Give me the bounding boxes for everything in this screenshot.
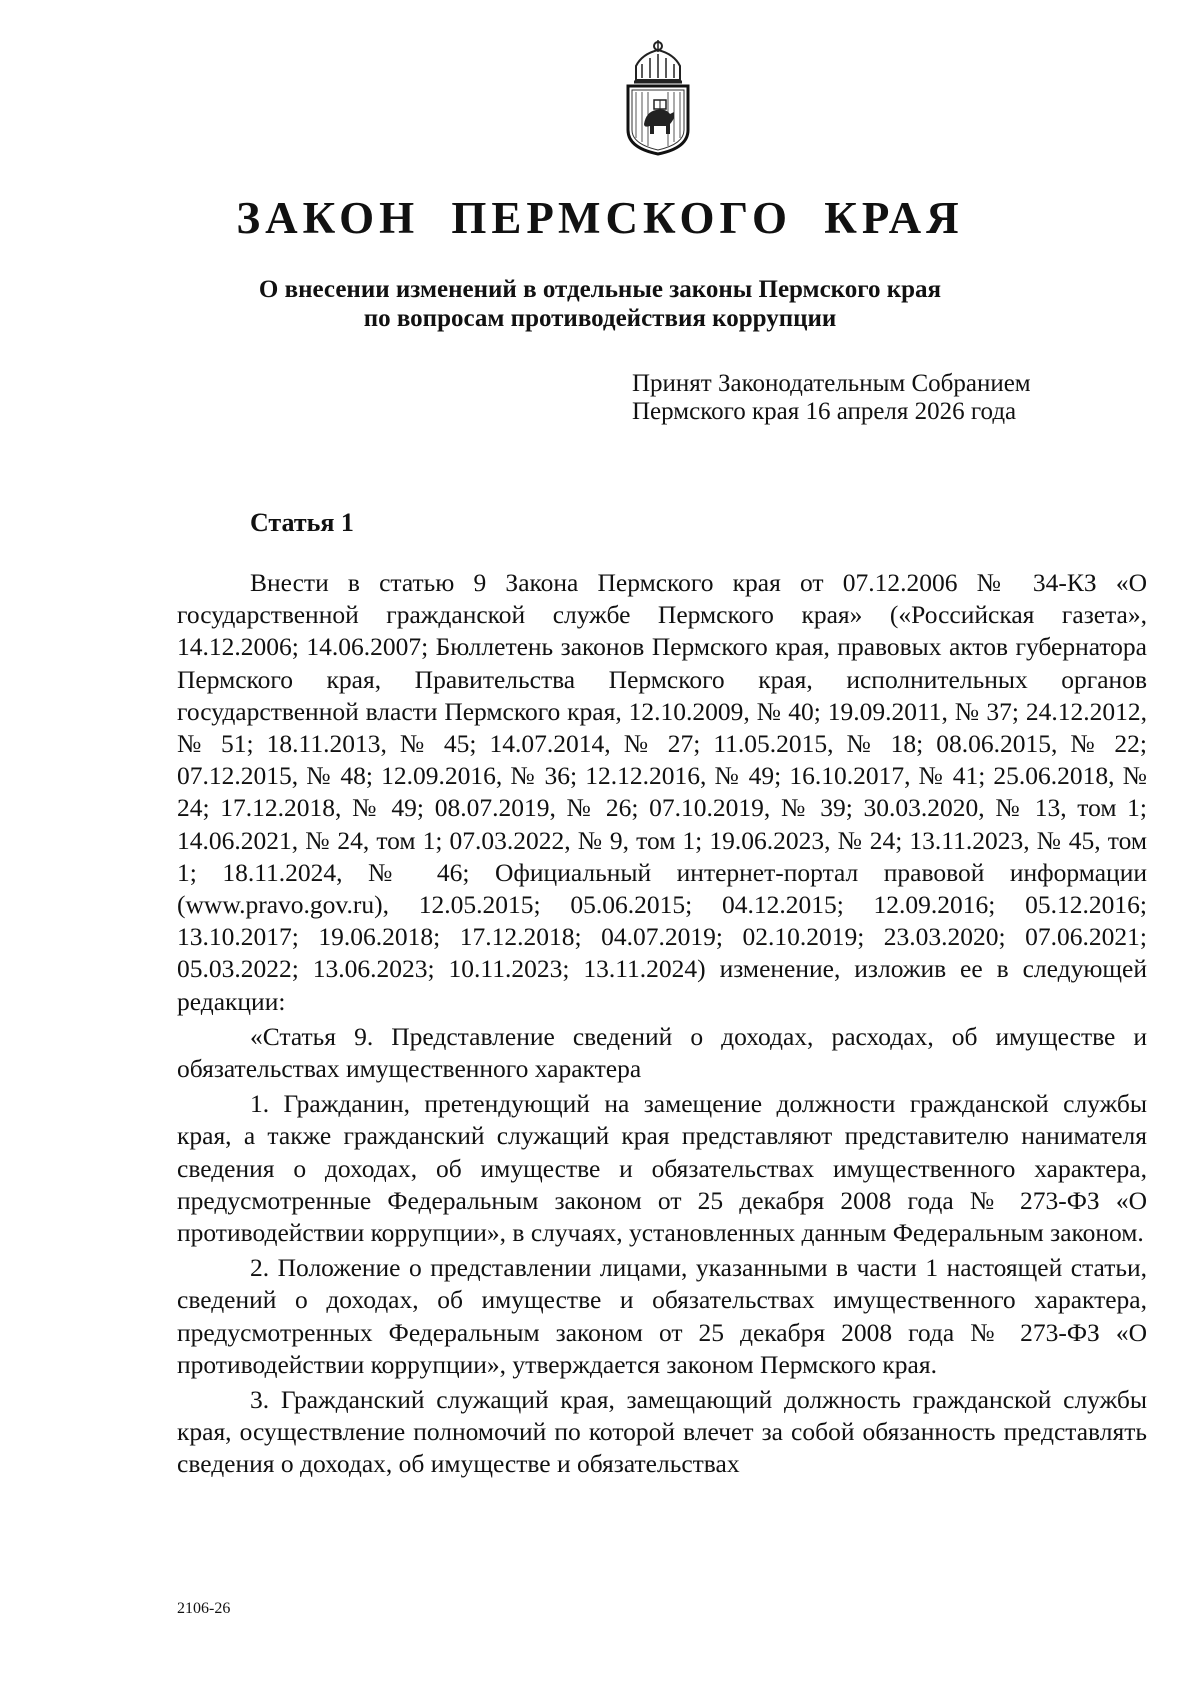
- subtitle-line: по вопросам противодействия коррупции: [363, 305, 837, 332]
- document-subtitle: [0, 275, 1200, 333]
- document-code: 2106-26: [177, 1600, 231, 1617]
- article-paragraph: «Статья 9. Представление сведений о доходах, расходах, об имуществе и обязательствах имущественного характера: [177, 1021, 1147, 1084]
- coat-of-arms-icon: [622, 38, 694, 156]
- article-paragraph: 1. Гражданин, претендующий на замещение должности гражданской службы края, а также гражданский служащий края представляют представителю нанимателя сведения о доходах, об имуществе и обязательствах имущественного характера, предусмотренные Федеральным законом от 25 декабря 2008 года № 273-ФЗ «О противодействии коррупции», в случаях, установленных данным Федеральным законом.: [177, 1089, 1147, 1248]
- subtitle-line: О внесении изменений в отдельные законы Пермского края: [258, 276, 942, 303]
- adoption-line: Принят Законодательным Собранием: [632, 370, 1031, 397]
- article-heading: Статья 1: [250, 508, 354, 537]
- document-title: ЗАКОН ПЕРМСКОГО КРАЯ: [236, 193, 964, 243]
- article-paragraph: Внести в статью 9 Закона Пермского края от 07.12.2006 № 34-КЗ «О государственной гражданской службе Пермского края» («Российская газета», 14.12.2006; 14.06.2007; Бюллетень законов Пермского края, правовых актов губернатора Пермского края, Правительства Пермского края, исполнительных органов государственной власти Пермского края, 12.10.2009, № 40; 19.09.2011, № 37; 24.12.2012, № 51; 18.11.2013, № 45; 14.07.2014, № 27; 11.05.2015, № 18; 08.06.2015, № 22; 07.12.2015, № 48; 12.09.2016, № 36; 12.12.2016, № 49; 16.10.2017, № 41; 25.06.2018, № 24; 17.12.2018, № 49; 08.07.2019, № 26; 07.10.2019, № 39; 30.03.2020, № 13, том 1; 14.06.2021, № 24, том 1; 07.03.2022, № 9, том 1; 19.06.2023, № 24; 13.11.2023, № 45, том 1; 18.11.2024, № 46; Официальный интернет-портал правовой информации (www.pravo.gov.ru), 12.05.2015; 05.06.2015; 04.12.2015; 12.09.2016; 05.12.2016; 13.10.2017; 19.06.2018; 17.12.2018; 04.07.2019; 02.10.2019; 23.03.2020; 07.06.2021; 05.03.2022; 13.06.2023; 10.11.2023; 13.11.2024) изменение, изложив ее в следующей редакции:: [177, 568, 1147, 1016]
- adoption-note: [632, 370, 1112, 426]
- article-paragraph: 2. Положение о представлении лицами, указанными в части 1 настоящей статьи, сведений о доходах, об имуществе и обязательствах имущественного характера, предусмотренных Федеральным законом от 25 декабря 2008 года № 273-ФЗ «О противодействии коррупции», утверждается законом Пермского края.: [177, 1253, 1147, 1379]
- article-body: [177, 567, 1147, 1481]
- adoption-line: Пермского края 16 апреля 2026 года: [632, 398, 1017, 425]
- article-paragraph: 3. Гражданский служащий края, замещающий должность гражданской службы края, осуществление полномочий по которой влечет за собой обязанность представлять сведения о доходах, об имуществе и обязательствах: [177, 1385, 1147, 1479]
